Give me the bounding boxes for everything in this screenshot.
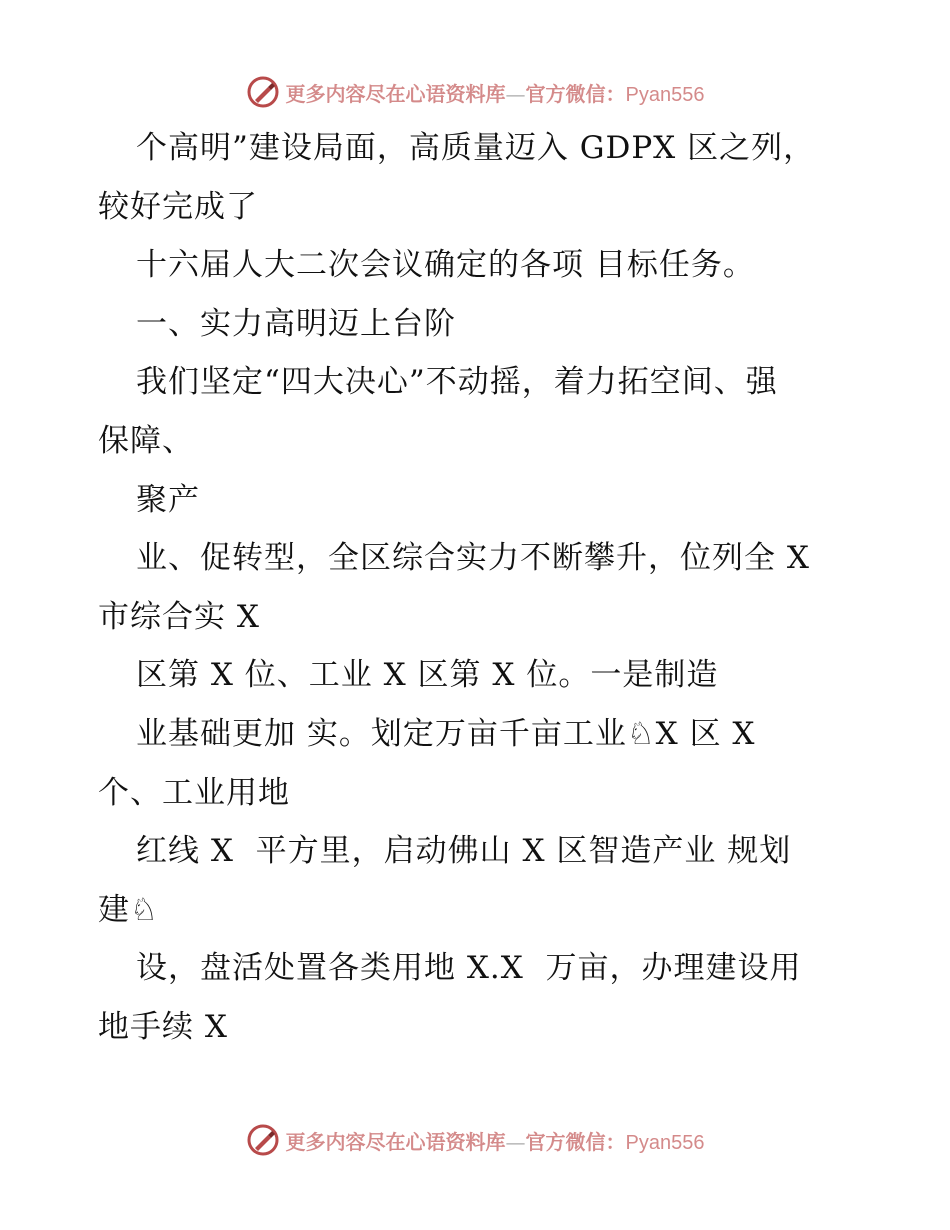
- watermark-account-id: Pyan556: [625, 83, 705, 106]
- body-line: 业基础更加 实。划定万亩千亩工业♘X 区 X: [136, 715, 756, 752]
- watermark-account-label: 官方微信：: [525, 81, 626, 106]
- body-line: 市综合实 X: [98, 598, 260, 635]
- watermark-account-id: Pyan556: [625, 1131, 705, 1154]
- watermark-text: [286, 78, 705, 107]
- body-line: 区第 X 位、工业 X 区第 X 位。一是制造: [136, 657, 719, 694]
- body-line: 我们坚定“四大决心”不动摇，着力拓空间、强: [136, 364, 778, 401]
- body-line: 个、工业用地: [98, 774, 290, 811]
- watermark-separator: —: [505, 1129, 526, 1154]
- body-line: 红线 X 平方里，启动佛山 X 区智造产业 规划: [136, 833, 792, 870]
- body-line: 聚产: [136, 481, 200, 518]
- body-line: 业、促转型，全区综合实力不断攀升，位列全 X: [136, 540, 810, 577]
- pen-seal-logo-icon: [246, 1123, 280, 1157]
- watermark-separator: —: [505, 81, 526, 106]
- body-line: 建♘: [98, 891, 159, 928]
- body-line: 个高明”建设局面，高质量迈入 GDPX 区之列，: [136, 130, 816, 166]
- body-line: 较好完成了: [98, 188, 258, 225]
- header-watermark: [0, 70, 950, 114]
- body-line: 保障、: [98, 422, 194, 459]
- watermark-text: [286, 1126, 705, 1155]
- body-line: 设，盘活处置各类用地 X.X 万亩，办理建设用: [136, 950, 802, 987]
- body-line: 地手续 X: [98, 1008, 228, 1045]
- watermark-slogan: 更多内容尽在心语资料库: [285, 81, 506, 106]
- watermark-account-label: 官方微信：: [525, 1129, 626, 1154]
- footer-watermark: [0, 1118, 950, 1162]
- body-line: 十六届人大二次会议确定的各项 目标任务。: [136, 247, 755, 284]
- section-heading: 一、实力高明迈上台阶: [136, 305, 456, 342]
- watermark-slogan: 更多内容尽在心语资料库: [285, 1129, 506, 1154]
- document-body: [98, 119, 858, 1057]
- pen-seal-logo-icon: [246, 75, 280, 109]
